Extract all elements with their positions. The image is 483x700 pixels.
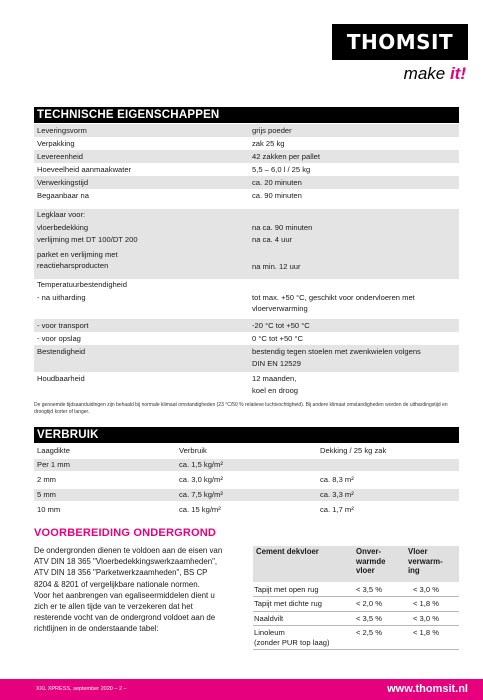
tech-value: DIN EN 12529 xyxy=(252,359,301,368)
brand-tagline xyxy=(404,64,466,84)
footer-publication: XXL XPRESS, september 2020 – 2 – xyxy=(36,686,127,692)
tech-value: na ca. 4 uur xyxy=(252,235,293,244)
tech-value: koel en droog xyxy=(252,386,299,395)
moisture-heated-value: < 3,0 % xyxy=(413,585,439,594)
verbruik-heading: VERBRUIK xyxy=(34,427,459,443)
moisture-heated-value: < 1,8 % xyxy=(413,599,439,608)
verbruik-cell: ca. 3,0 kg/m² xyxy=(179,475,223,484)
body-line: 8204 & 8201 of vergelijkbare nationale normen. xyxy=(34,579,200,589)
tech-value: 42 zakken per pallet xyxy=(252,152,320,161)
moisture-header-line: vloer xyxy=(356,566,375,575)
tech-value: ca. 20 minuten xyxy=(252,178,302,187)
moisture-label: Tapijt met dichte rug xyxy=(254,599,322,608)
tech-value: tot max. +50 °C, geschikt voor ondervloeren met xyxy=(252,293,415,302)
moisture-label: Naaldvilt xyxy=(254,614,284,623)
moisture-header-line: Onver- xyxy=(356,547,382,556)
tech-label: - voor transport xyxy=(37,321,89,330)
moisture-unheated-value: < 3,5 % xyxy=(356,585,382,594)
brand-logo: THOMSIT xyxy=(332,24,468,60)
verbruik-cell: 10 mm xyxy=(37,505,61,514)
moisture-unheated-value: < 2,5 % xyxy=(356,628,382,637)
verbruik-row xyxy=(34,504,459,516)
body-line: De ondergronden dienen te voldoen aan de eisen van xyxy=(34,546,223,555)
tech-label: Levereenheid xyxy=(37,152,84,161)
tech-row xyxy=(34,163,459,176)
moisture-row xyxy=(253,597,459,612)
verbruik-header-cell: Dekking / 25 kg zak xyxy=(320,446,387,455)
tech-heading: TECHNISCHE EIGENSCHAPPEN xyxy=(34,107,459,123)
tech-value: na min. 12 uur xyxy=(252,262,301,271)
moisture-heated-value: < 3,0 % xyxy=(413,614,439,623)
moisture-header-line: Cement dekvloer xyxy=(256,547,319,556)
tech-value: vloerverwarming xyxy=(252,304,308,313)
body-line: resterende vocht van de ondergrond voldoet aan de xyxy=(34,613,216,623)
tech-label: Hoeveelheid aanmaakwater xyxy=(37,165,132,174)
verbruik-cell: 2 mm xyxy=(37,475,56,484)
tech-label: parket en verlijming met xyxy=(37,250,118,259)
moisture-header-cell xyxy=(356,547,385,576)
tagline-main: make xyxy=(403,64,450,83)
tech-row xyxy=(34,137,459,150)
tech-value: na ca. 90 minuten xyxy=(252,223,313,232)
verbruik-cell: ca. 7,5 kg/m² xyxy=(179,490,223,499)
tech-label: reactieharsproducten xyxy=(37,261,109,270)
tech-value: ca. 90 minuten xyxy=(252,191,302,200)
tech-label: verlijming met DT 100/DT 200 xyxy=(37,235,138,244)
body-line: zich er te allen tijde van te verzekeren dat het xyxy=(34,602,193,612)
moisture-label-cell xyxy=(254,585,319,595)
tagline-accent: it! xyxy=(449,64,466,83)
tech-row xyxy=(34,332,459,345)
moisture-row xyxy=(253,612,459,626)
tech-label: Leveringsvorm xyxy=(37,126,87,135)
tech-label: Houdbaarheid xyxy=(37,374,85,383)
moisture-label-cell xyxy=(254,614,283,624)
tech-label: Verwerkingstijd xyxy=(37,178,89,187)
tech-row xyxy=(34,345,459,372)
moisture-header-line: ing xyxy=(408,566,420,575)
moisture-unheated-value: < 2,0 % xyxy=(356,599,382,608)
tech-label: Legklaar voor: xyxy=(37,210,86,219)
tech-note: De genoemde tijdsaanduidingen zijn behaald bij normale klimaat omstandigheden (23 °C/50 % relatieve luchtvochtigheid). Bij andere klimaat omstandigheden worden de uithardingstijd en droogtijd korter of langer. xyxy=(34,402,448,415)
verbruik-row xyxy=(34,489,459,501)
moisture-header-line: verwarm- xyxy=(408,556,443,566)
moisture-label: Tapijt met open rug xyxy=(254,585,319,594)
tech-value: 0 °C tot +50 °C xyxy=(252,334,304,343)
tech-row xyxy=(34,189,459,202)
tech-row xyxy=(34,319,459,332)
tech-value: 12 maanden, xyxy=(252,374,297,383)
moisture-row xyxy=(253,626,459,650)
verbruik-cell: 5 mm xyxy=(37,490,56,499)
verbruik-cell: ca. 3,3 m² xyxy=(320,490,354,499)
tech-value: grijs poeder xyxy=(252,126,292,135)
tech-value: 5,5 – 6,0 l / 25 kg xyxy=(252,165,311,174)
tech-row xyxy=(34,150,459,163)
moisture-header-line: Vloer xyxy=(408,547,428,556)
voorbereiding-heading: VOORBEREIDING ONDERGROND xyxy=(34,527,217,539)
moisture-heated-value: < 1,8 % xyxy=(413,628,439,637)
moisture-unheated-value: < 3,5 % xyxy=(356,614,382,623)
verbruik-cell: ca. 8,3 m² xyxy=(320,475,354,484)
verbruik-row xyxy=(34,459,459,471)
verbruik-header-cell: Verbruik xyxy=(179,446,207,455)
tech-row xyxy=(34,124,459,137)
moisture-label-cell xyxy=(254,599,322,609)
body-line: ATV DIN 18 365 "Vloerbedekkingswerkzaamheden", xyxy=(34,557,218,567)
tech-label: - voor opslag xyxy=(37,334,81,343)
footer-website-link[interactable]: www.thomsit.nl xyxy=(387,683,468,695)
verbruik-cell: ca. 1,5 kg/m² xyxy=(179,460,223,469)
moisture-table-header xyxy=(253,546,459,582)
tech-row xyxy=(34,279,459,319)
verbruik-cell: ca. 1,7 m² xyxy=(320,505,354,514)
tech-value: bestendig tegen stoelen met zwenkwielen volgens xyxy=(252,347,421,356)
tech-row xyxy=(34,372,459,399)
tech-label: Verpakking xyxy=(37,139,75,148)
tech-value: zak 25 kg xyxy=(252,139,285,148)
tech-value: -20 °C tot +50 °C xyxy=(252,321,310,330)
verbruik-cell: ca. 15 kg/m² xyxy=(179,505,221,514)
body-line: ATV DIN 18 356 "Parketwerkzaamheden", BS CP xyxy=(34,568,208,578)
tech-label: Temperatuurbestendigheid xyxy=(37,280,127,289)
verbruik-header-cell: Laagdikte xyxy=(37,446,70,455)
tech-label: - na uitharding xyxy=(37,293,86,302)
moisture-label: Linoleum xyxy=(254,628,285,637)
tech-row xyxy=(34,209,459,279)
verbruik-row xyxy=(34,474,459,486)
moisture-label-cell xyxy=(254,628,330,647)
tech-label: Bestendigheid xyxy=(37,347,86,356)
body-line: Voor het aanbrengen van egaliseermiddelen dient u xyxy=(34,590,215,600)
moisture-header-cell xyxy=(408,547,443,576)
moisture-header-cell xyxy=(256,547,319,557)
voorbereiding-body xyxy=(34,545,244,635)
body-line: richtlijnen in de onderstaande tabel: xyxy=(34,624,159,634)
tech-label: vloerbedekking xyxy=(37,223,89,232)
verbruik-cell: Per 1 mm xyxy=(37,460,70,469)
moisture-label: (zonder PUR top laag) xyxy=(254,637,330,647)
moisture-row xyxy=(253,583,459,597)
tech-label: Begaanbaar na xyxy=(37,191,89,200)
moisture-header-line: warmde xyxy=(356,556,386,566)
verbruik-header-row xyxy=(34,445,459,457)
tech-row xyxy=(34,176,459,189)
